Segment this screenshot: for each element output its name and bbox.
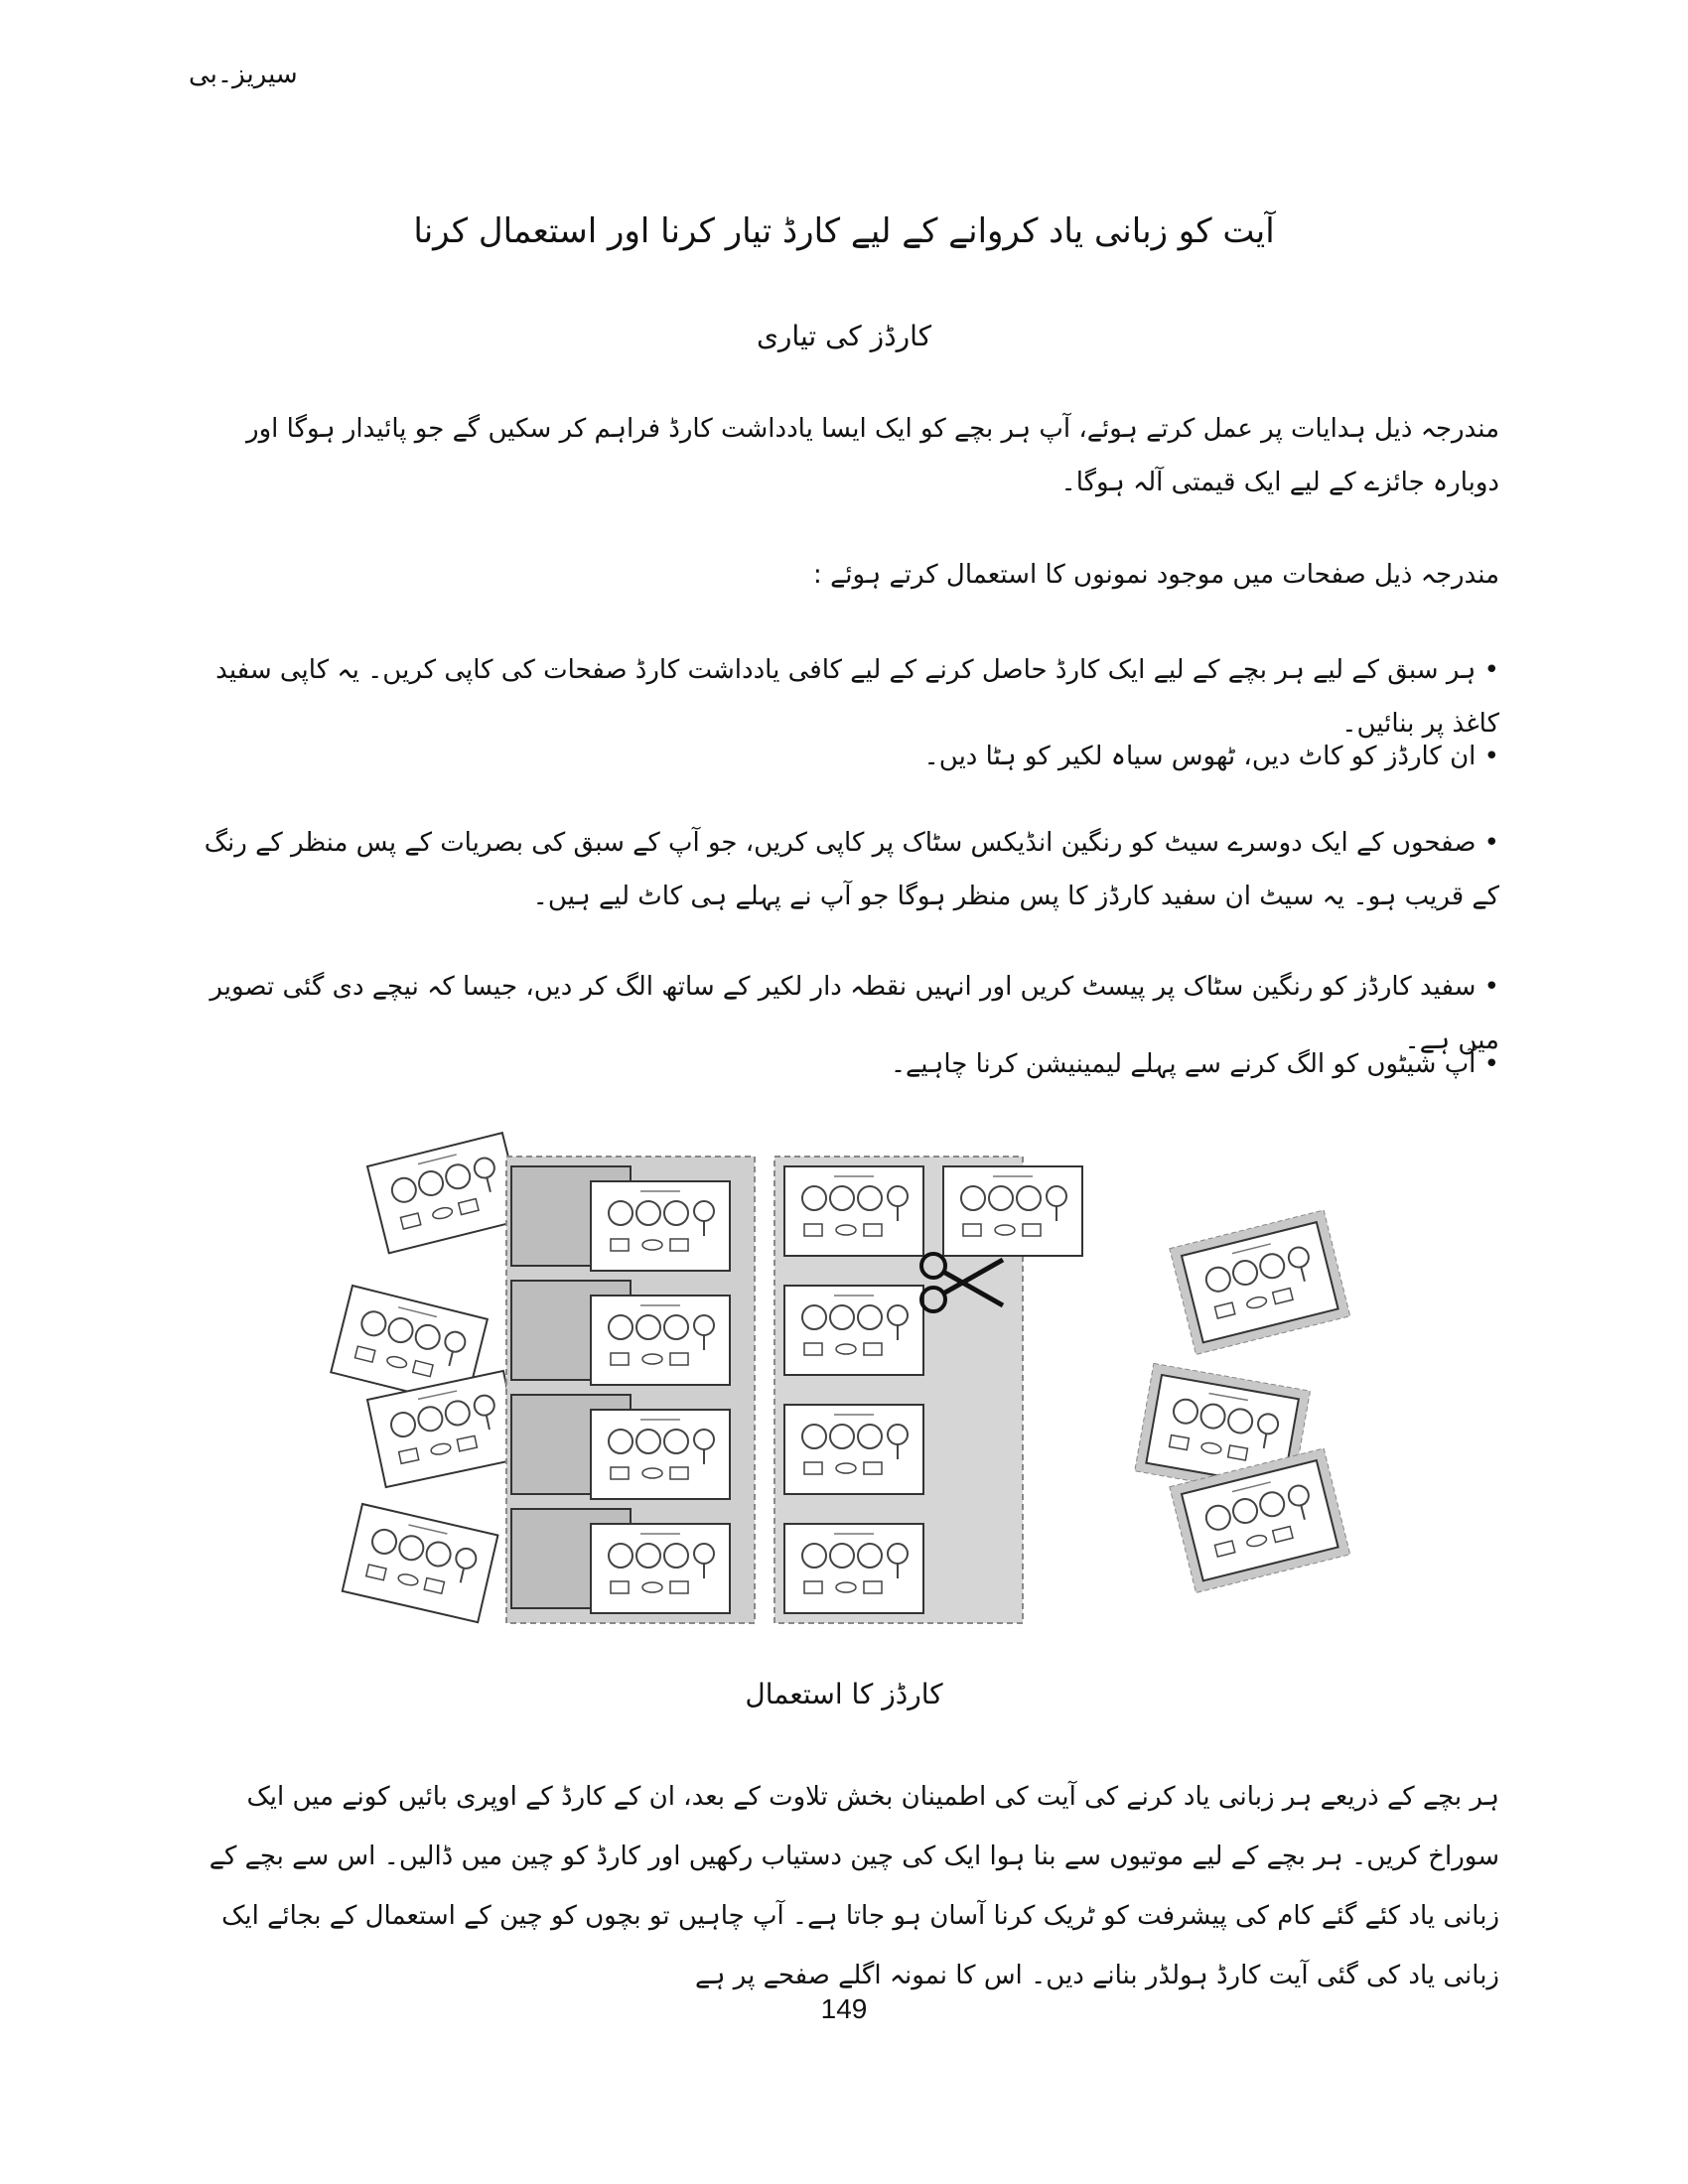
bullet-item: • سفید کارڈز کو رنگین سٹاک پر پیسٹ کریں اور انہیں نقطہ دار لکیر کے ساتھ الگ کر دیں، جیسا کہ نیچے دی گئی تصویر میں ہے۔ xyxy=(210,972,1499,1055)
series-label: سیریز۔بی xyxy=(189,60,298,89)
bullet-item: • ان کارڈز کو کاٹ دیں، ٹھوس سیاہ لکیر کو ہٹا دیں۔ xyxy=(923,742,1499,771)
usage-heading: کارڈز کا استعمال xyxy=(745,1678,943,1710)
usage-paragraph: ہر بچے کے ذریعے ہر زبانی یاد کرنے کی آیت کی اطمینان بخش تلاوت کے بعد، ان کے کارڈ کے اوپری بائیں کونے میں ایک سوراخ کریں۔ ہر بچے کے لیے موتیوں سے بنا ہوا ایک کی چین دستیاب رکھیں اور کارڈ کو چین میں ڈالیں۔ اس سے بچے کے زبانی یاد کئے گئے کام کی پیشرفت کو ٹریک کرنا آسان ہو جاتا ہے۔ آپ چاہیں تو بچوں کو چین کے استعمال کے بجائے ایک زبانی یاد کی گئی آیت کارڈ ہولڈر بنانے دیں۔ اس کا نمونہ اگلے صفحے پر ہے xyxy=(209,1782,1499,1990)
loose-cards-left xyxy=(331,1133,523,1622)
page-number: 149 xyxy=(820,1993,868,2024)
preparation-heading: کارڈز کی تیاری xyxy=(756,320,932,352)
laminated-sheet-middle xyxy=(506,1157,755,1623)
sheet-being-cut xyxy=(774,1157,1082,1623)
bullet-item: • آپ شیٹوں کو الگ کرنے سے پہلے لیمینیشن کرنا چاہیے۔ xyxy=(890,1049,1499,1079)
page-title: آیت کو زبانی یاد کروانے کے لیے کارڈ تیار کرنا اور استعمال کرنا xyxy=(413,211,1275,251)
cards-illustration xyxy=(308,1127,1380,1633)
intro-paragraph: مندرجہ ذیل ہدایات پر عمل کرتے ہوئے، آپ ہر بچے کو ایک ایسا یادداشت کارڈ فراہم کر سکیں گے جو پائیدار ہوگا اور دوبارہ جائزے کے لیے ایک قیمتی آلہ ہوگا۔ xyxy=(246,414,1499,497)
samples-line: مندرجہ ذیل صفحات میں موجود نمونوں کا استعمال کرتے ہوئے : xyxy=(813,560,1499,590)
bullet-item: • صفحوں کے ایک دوسرے سیٹ کو رنگین انڈیکس سٹاک پر کاپی کریں، جو آپ کے سبق کی بصریات کے پس منظر کے رنگ کے قریب ہو۔ یہ سیٹ ان سفید کارڈز کا پس منظر ہوگا جو آپ نے پہلے ہی کاٹ لیے ہیں۔ xyxy=(204,828,1499,911)
loose-cards-right xyxy=(1135,1210,1350,1592)
bullet-item: • ہر سبق کے لیے ہر بچے کے لیے ایک کارڈ حاصل کرنے کے لیے کافی یادداشت کارڈ صفحات کی کاپی کریں۔ یہ کاپی سفید کاغذ پر بنائیں۔ xyxy=(215,655,1499,739)
